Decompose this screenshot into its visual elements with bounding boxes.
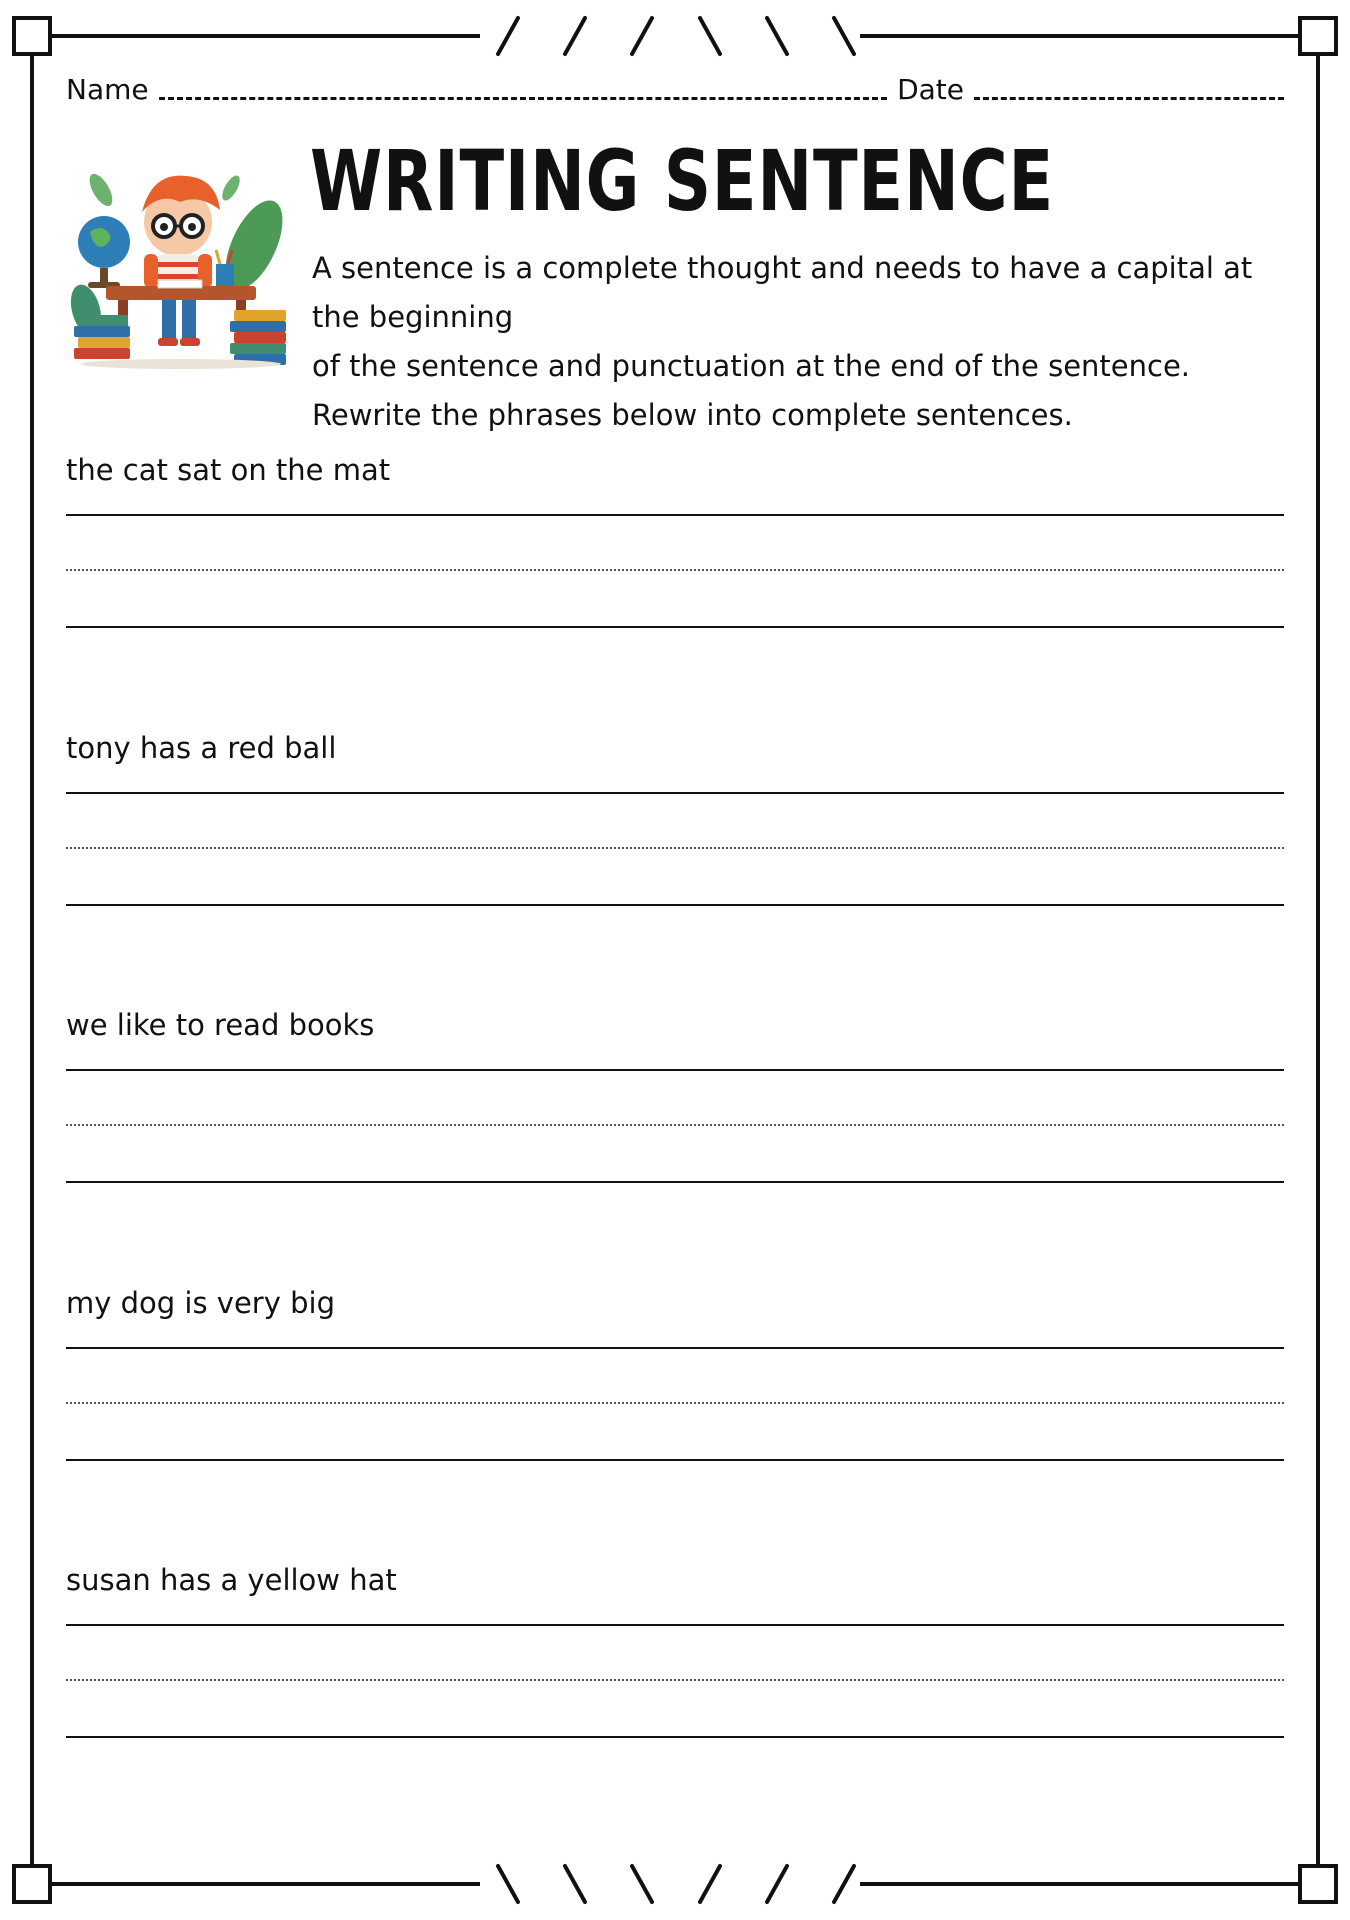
writing-line-mid[interactable]	[66, 847, 1284, 849]
corner-square-top-left	[14, 18, 50, 54]
writing-line-top[interactable]	[66, 1624, 1284, 1626]
instruction-line-2: of the sentence and punctuation at the end of the sentence.	[312, 349, 1191, 383]
exercise-4	[66, 1283, 1284, 1483]
top-slash-ornament	[480, 18, 860, 54]
writing-line-base[interactable]	[66, 626, 1284, 628]
exercise-prompt: tony has a red ball	[66, 731, 337, 765]
corner-square-top-right	[1300, 18, 1336, 54]
exercise-prompt: we like to read books	[66, 1008, 375, 1042]
exercise-3	[66, 1005, 1284, 1205]
writing-line-top[interactable]	[66, 1069, 1284, 1071]
exercise-prompt: the cat sat on the mat	[66, 453, 391, 487]
writing-line-base[interactable]	[66, 904, 1284, 906]
name-field[interactable]	[159, 97, 887, 100]
exercise-1	[66, 450, 1284, 650]
corner-square-bottom-left	[14, 1866, 50, 1902]
exercise-5	[66, 1560, 1284, 1760]
writing-line-top[interactable]	[66, 514, 1284, 516]
boy-studying-at-desk-icon	[66, 150, 296, 370]
page-title: WRITING SENTENCE	[310, 132, 1054, 230]
instructions	[312, 244, 1292, 440]
exercise-prompt: susan has a yellow hat	[66, 1563, 397, 1597]
writing-line-mid[interactable]	[66, 1679, 1284, 1681]
writing-line-base[interactable]	[66, 1181, 1284, 1183]
writing-line-mid[interactable]	[66, 1402, 1284, 1404]
writing-line-mid[interactable]	[66, 569, 1284, 571]
instruction-line-1: A sentence is a complete thought and needs to have a capital at the beginning	[312, 251, 1253, 334]
writing-line-top[interactable]	[66, 1347, 1284, 1349]
writing-line-mid[interactable]	[66, 1124, 1284, 1126]
instruction-line-3: Rewrite the phrases below into complete sentences.	[312, 398, 1073, 432]
name-label: Name	[66, 73, 149, 106]
writing-line-base[interactable]	[66, 1736, 1284, 1738]
writing-line-top[interactable]	[66, 792, 1284, 794]
date-label: Date	[897, 73, 964, 106]
exercise-2	[66, 728, 1284, 928]
corner-square-bottom-right	[1300, 1866, 1336, 1902]
bottom-slash-ornament	[480, 1866, 860, 1902]
writing-line-base[interactable]	[66, 1459, 1284, 1461]
exercise-prompt: my dog is very big	[66, 1286, 335, 1320]
date-field[interactable]	[974, 97, 1284, 100]
name-date-header	[66, 66, 1284, 106]
